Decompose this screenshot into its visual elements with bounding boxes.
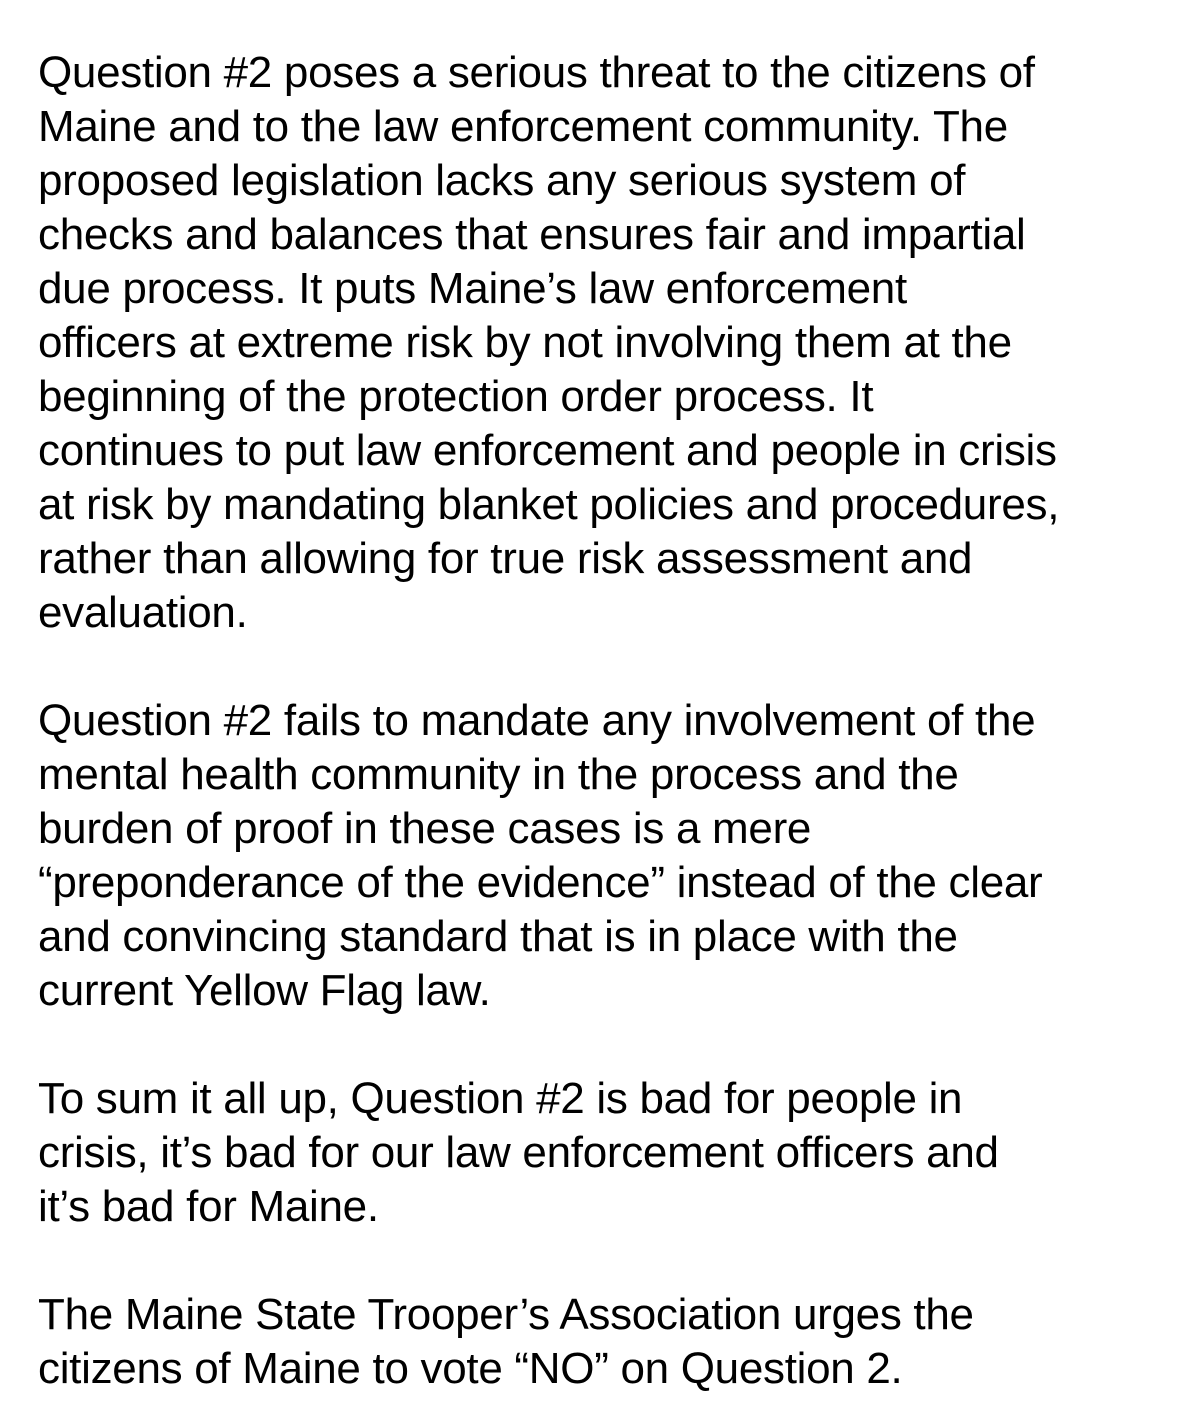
paragraph-call-to-action: The Maine State Trooper’s Association urges the citizens of Maine to vote “NO” on Question 2.	[38, 1290, 974, 1393]
document-body	[38, 46, 1158, 1396]
paragraph-threat: Question #2 poses a serious threat to the citizens of Maine and to the law enforcement community. The proposed legislation lacks any serious system of checks and balances that ensures fair and impartial due process. It puts Maine’s law enforcement officers at extreme risk by not involving them at the beginning of the protection order process. It continues to put law enforcement and people in crisis at risk by mandating blanket policies and procedures, rather than allowing for true risk assessment and evaluation.	[38, 48, 1060, 637]
paragraph-summary: To sum it all up, Question #2 is bad for people in crisis, it’s bad for our law enforcement officers and it’s bad for Maine.	[38, 1074, 999, 1231]
paragraph-mental-health: Question #2 fails to mandate any involvement of the mental health community in the process and the burden of proof in these cases is a mere “preponderance of the evidence” instead of the clear and convincing standard that is in place with the current Yellow Flag law.	[38, 696, 1043, 1015]
